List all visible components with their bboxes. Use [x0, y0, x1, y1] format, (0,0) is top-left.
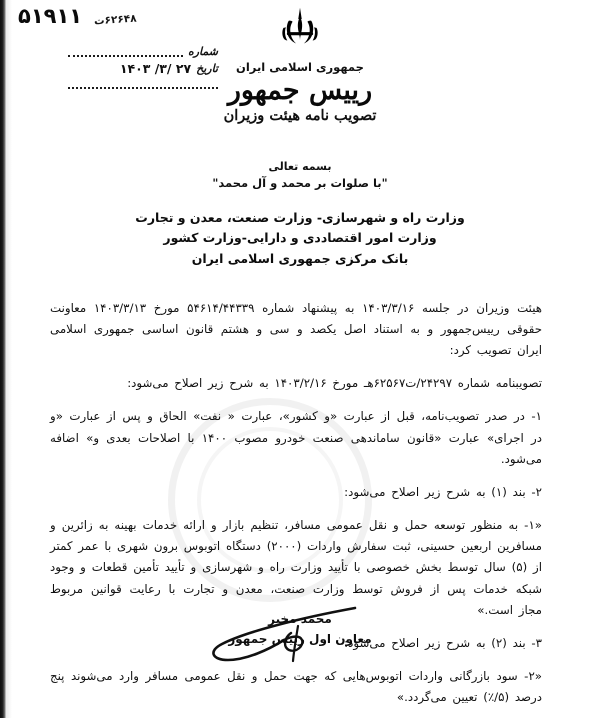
invocation-line-1: بسمه تعالی	[268, 160, 332, 173]
registration-number: ۵۱۹۱۱	[18, 4, 83, 28]
body-preamble: هیئت وزیران در جلسه ۱۴۰۳/۳/۱۶ به پیشنهاد شماره ۵۴۶۱۴/۴۴۳۳۹ مورخ ۱۴۰۳/۳/۱۳ معاونت حقوقی رییس‌جمهور و به استناد اصل یکصد و سی و هشتم قانون اساسی جمهوری اسلامی ایران تصویب کرد:	[50, 300, 542, 358]
stamp-date-value: ۲۷ /۳/ ۱۴۰۳	[119, 61, 192, 76]
republic-title: جمهوری اسلامی ایران	[236, 60, 364, 74]
body-clause-1: ۱- در صدر تصویب‌نامه، قبل از عبارت «و کشور»، عبارت « نفت» الحاق و پس از عبارت «و در اجرای» عبارت «قانون ساماندهی صنعت خودرو مصوب ۱۴۰۰ با اصلاحات بعدی و» اضافه می‌شود.	[50, 409, 542, 466]
body-clause-2-text: «۱- به منظور توسعه حمل و نقل عمومی مسافر، تنظیم بازار و ارائه خدمات بهینه به زائرین و مسافرین اربعین حسینی، ثبت سفارش واردات (۲۰۰۰) دستگاه اتوبوس برون شهری با عمر کمتر از (۵) سال توسط بخش خصوصی با تأیید وزارت راه و شهرسازی و تأیید تأمین قطعات و وجود شبکه خدمات پس از فروش توسط وزارت صنعت، معدن و تجارت با رعایت قوانین مربوط مجاز است.»	[50, 517, 543, 617]
scan-edge-left-soft	[7, 0, 12, 718]
signatory-title: معاون اول رییس جمهور	[228, 632, 372, 646]
document-type-title: تصویب نامه هیئت وزیران	[223, 107, 377, 124]
stamp-date-label: تاریخ	[196, 62, 218, 75]
president-title: رییس جمهور	[227, 75, 373, 106]
scan-edge-left	[0, 0, 7, 718]
registration-code: ۶۲۶۴۸ت	[93, 12, 138, 28]
invocation-block	[0, 160, 600, 190]
invocation-line-2: "با صلوات بر محمد و آل محمد"	[212, 176, 388, 190]
addressee-line-2: وزارت امور اقتصاددی و دارایی-وزارت کشور	[163, 230, 437, 246]
document-body	[50, 286, 542, 715]
document-header	[0, 6, 600, 124]
body-clause-3-text: «۲- سود بازرگانی واردات اتوبوس‌هایی که جهت حمل و نقل عمومی مسافر وارد می‌شوند پنج درصد (۵/٪) تعیین می‌گردد.»	[50, 668, 542, 705]
stamp-number-label: شماره	[187, 45, 218, 58]
addressee-line-1: وزارت راه و شهرسازی- وزارت صنعت، معدن و تجارت	[135, 210, 465, 225]
signature-block	[0, 612, 600, 646]
addressee-block	[0, 208, 600, 269]
addressee-line-3: بانک مرکزی جمهوری اسلامی ایران	[191, 250, 409, 266]
signatory-name: محمد مخبر	[268, 612, 332, 626]
iran-emblem-icon	[278, 6, 322, 54]
body-clause-3-intro: ۳- بند (۲) به شرح زیر اصلاح می‌شود:	[344, 635, 542, 650]
body-subject: تصویبنامه شماره ۲۴۲۹۷/ت۶۲۵۶۷هـ مورخ ۱۴۰۳/۲/۱۶ به شرح زیر اصلاح می‌شود:	[127, 376, 542, 391]
body-clause-2-intro: ۲- بند (۱) به شرح زیر اصلاح می‌شود:	[344, 484, 542, 499]
